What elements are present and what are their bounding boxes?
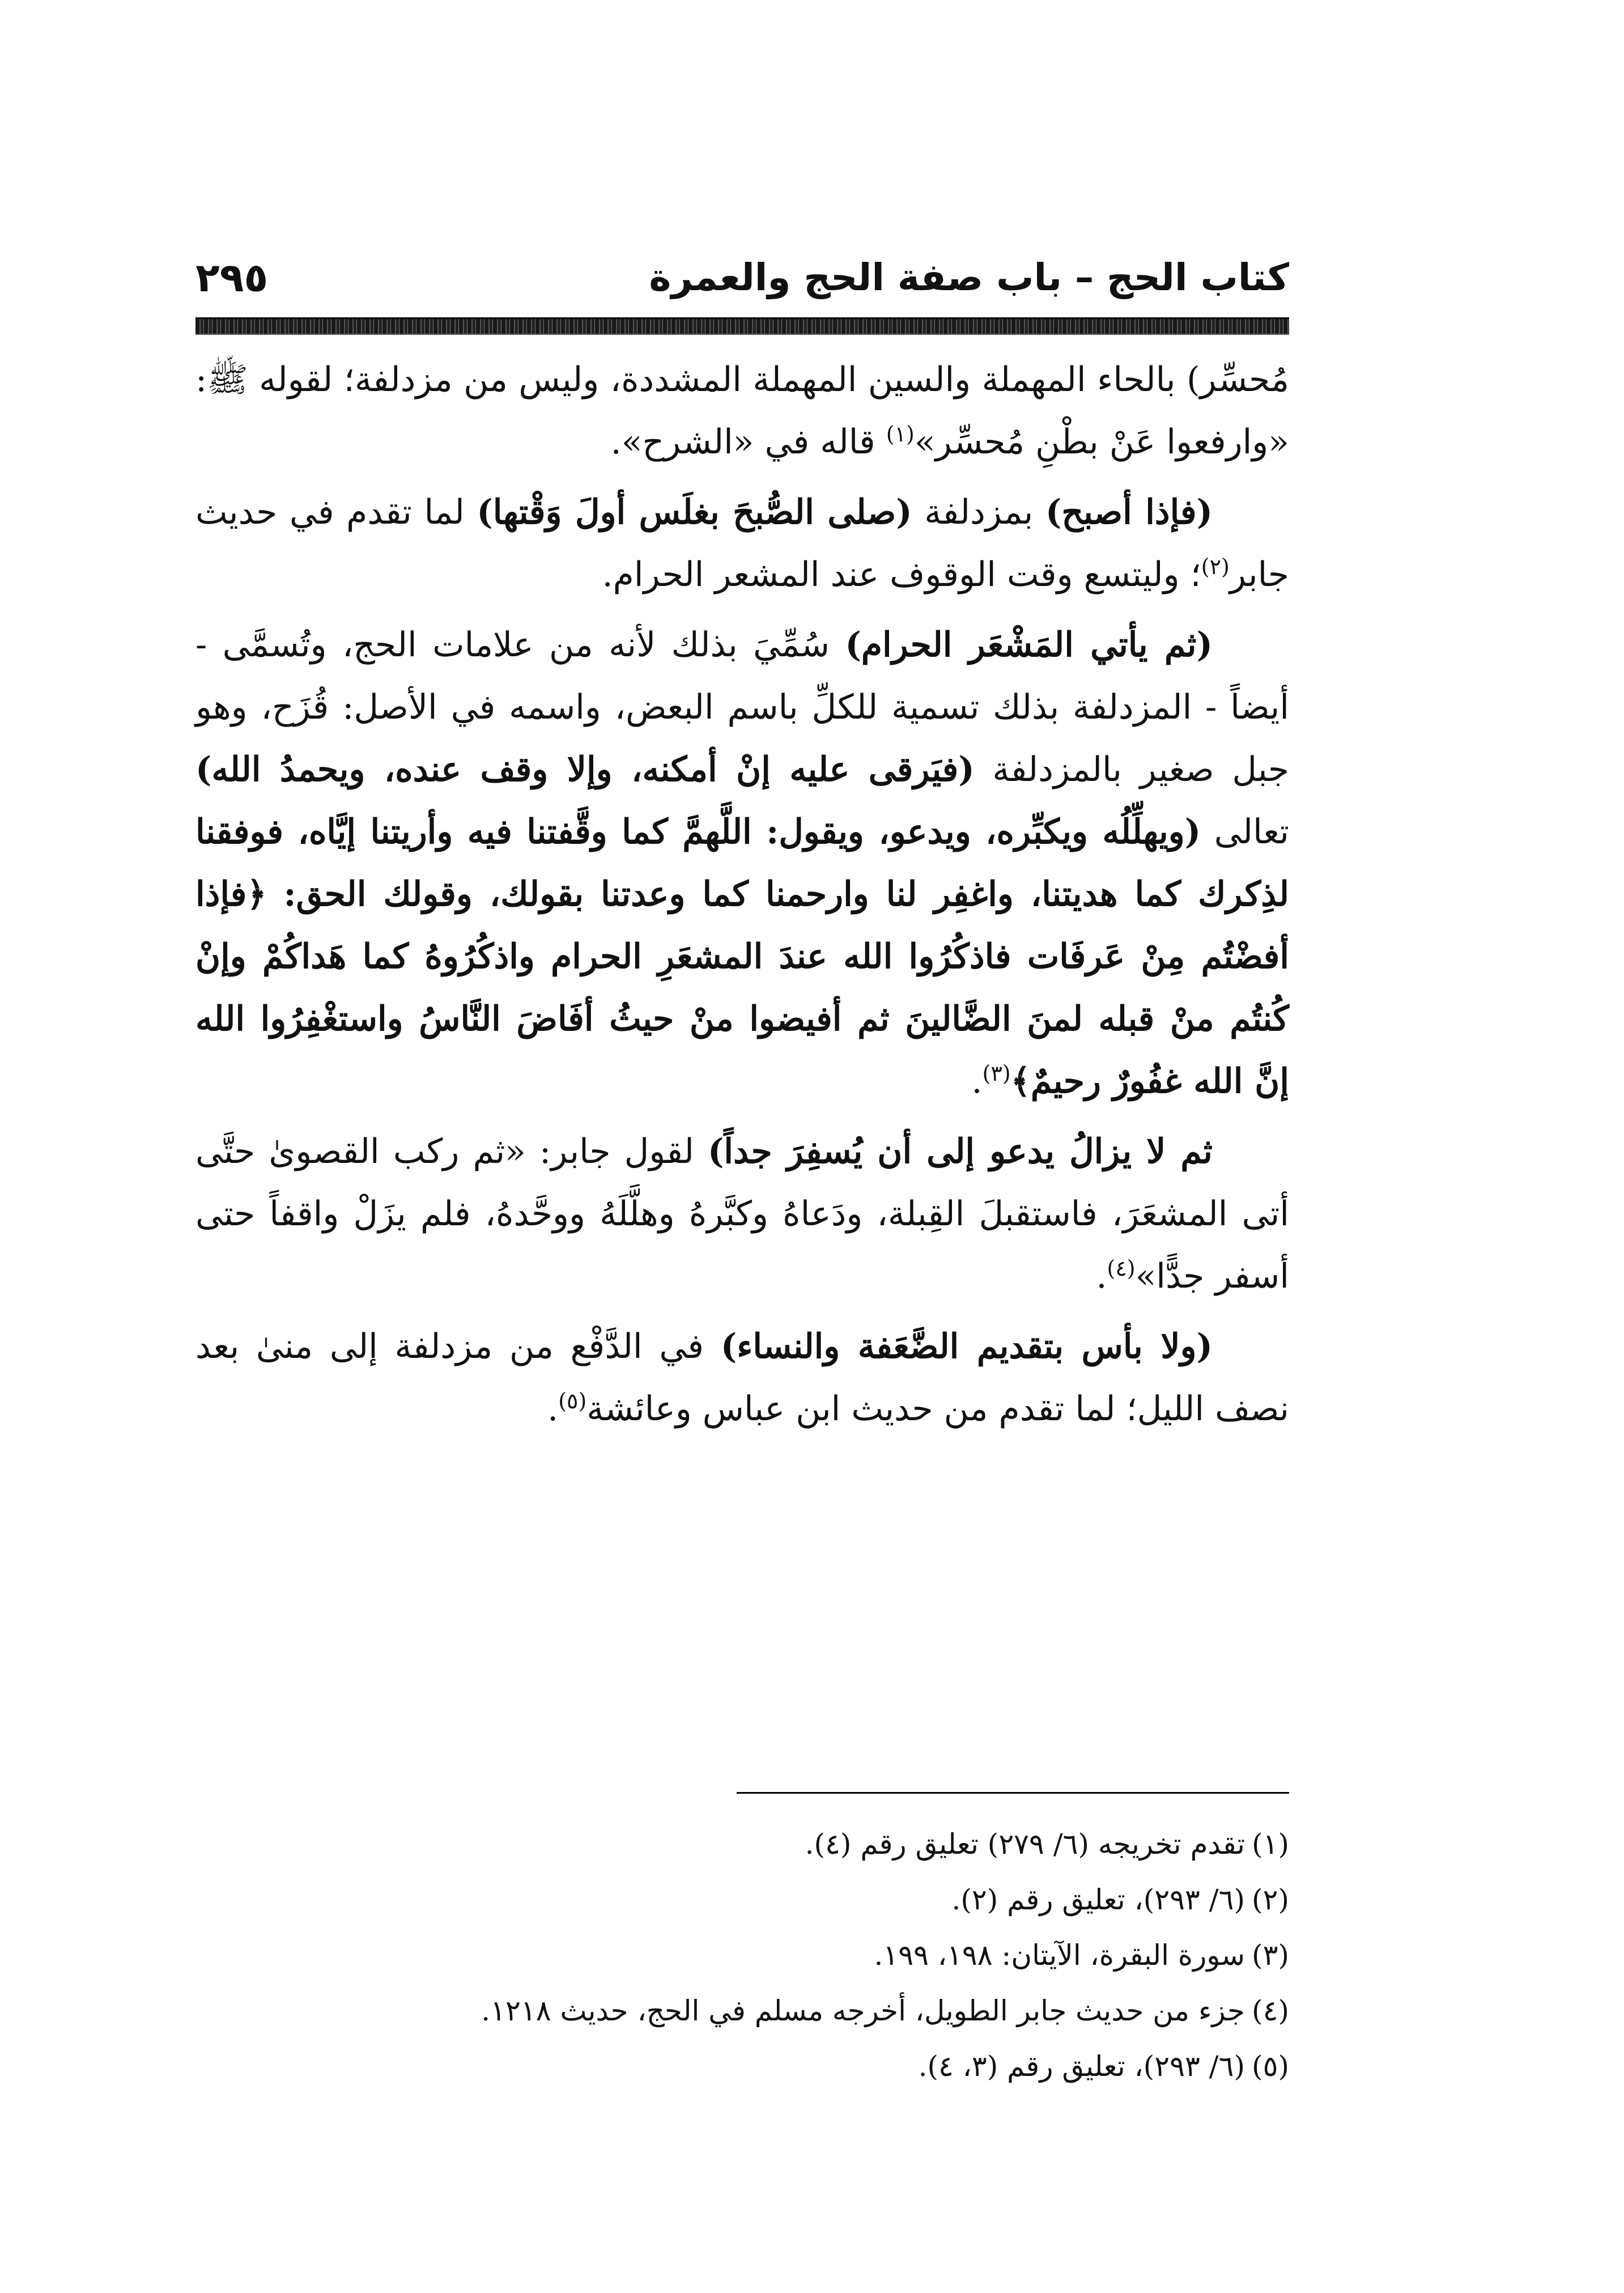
footnote-number: (١) xyxy=(1252,1828,1289,1861)
commentary-text: ؛ وليتسع وقت الوقوف عند المشعر الحرام. xyxy=(602,555,1201,595)
commentary-text: . xyxy=(971,1061,983,1101)
page-header xyxy=(195,249,1289,306)
footnotes xyxy=(195,1816,1289,2094)
matn-text: (فإذا أصبح) xyxy=(1045,492,1213,532)
commentary-text: مُحسِّر) بالحاء المهملة والسين المهملة المشددة، وليس من مزدلفة؛ لقوله ﷺ: «وارفعوا عَنْ بطْنِ مُحسِّر» xyxy=(195,360,1289,462)
footnote-reference: (٣) xyxy=(982,1061,1011,1086)
footnote-text: (٦/ ٢٩٣)، تعليق رقم (٢). xyxy=(951,1883,1245,1916)
matn-text: (صلى الصُّبحَ بغلَس أولَ وَقْتها) xyxy=(477,492,912,532)
commentary-text: لما تقدم في حديث جابر xyxy=(195,492,1289,595)
footnote-number: (٥) xyxy=(1252,2050,1289,2083)
paragraph xyxy=(195,1315,1289,1440)
header-rule xyxy=(195,317,1289,335)
commentary-text: لقول جابر: «ثم ركب القصوىٰ حتَّى أتى المشعَرَ، فاستقبلَ القِبلة، ودَعاهُ وكبَّرهُ وهلَّلَهُ ووحَّدهُ، فلم يزَلْ واقفاً حتى أسفر جدًّا» xyxy=(195,1132,1289,1296)
matn-text: ثم لا يزالُ يدعو إلى أن يُسفِرَ جداً) xyxy=(708,1132,1213,1171)
matn-text: (ويهلِّلُه ويكبِّره، ويدعو، ويقول: اللَّهمَّ كما وقَّفتنا فيه وأريتنا إيَّاه، فوفقنا لذِكرك كما هديتنا، واغفِر لنا وارحمنا كما وعدتنا بقولك، وقولك الحق: ﴿فإذا أفضْتُم مِنْ عَرفَات فاذكُرُوا الله عندَ المشعَرِ الحرام واذكُرُوهُ كما هَداكُمْ وإنْ كُنتُم منْ قبله لمنَ الضَّالينَ ثم أفيضوا منْ حيثُ أفَاضَ النَّاسُ واستغْفِرُوا الله إنَّ الله غفُورٌ رحيمٌ﴾ xyxy=(195,812,1289,1101)
matn-text: (فيَرقى عليه إنْ أمكنه، وإلا وقف عنده، ويحمدُ الله) xyxy=(195,750,975,789)
footnote-reference: (٢) xyxy=(1201,554,1230,579)
commentary-text: في الدَّفْع من مزدلفة إلى منىٰ بعد نصف الليل؛ لما تقدم من حديث ابن عباس وعائشة xyxy=(195,1327,1289,1429)
footnote-text: سورة البقرة، الآيتان: ١٩٨، ١٩٩. xyxy=(874,1939,1245,1972)
footnote xyxy=(195,1872,1289,1927)
footnote xyxy=(195,1927,1289,1983)
footnote-reference: (٤) xyxy=(1107,1256,1136,1281)
commentary-text: . xyxy=(547,1389,559,1429)
paragraph xyxy=(195,349,1289,473)
footnote-number: (٣) xyxy=(1252,1939,1289,1972)
footnote-separator xyxy=(737,1792,1289,1794)
footnote xyxy=(195,2039,1289,2094)
body-text xyxy=(195,349,1289,1448)
footnote xyxy=(195,1816,1289,1872)
footnote-number: (٤) xyxy=(1252,1994,1289,2027)
footnote-reference: (٥) xyxy=(558,1388,587,1413)
commentary-text: . xyxy=(1096,1256,1107,1296)
commentary-text: قاله في «الشرح». xyxy=(610,422,886,462)
footnote-number: (٢) xyxy=(1252,1883,1289,1916)
page-number: ٢٩٥ xyxy=(195,254,269,301)
commentary-text: سُمِّيَ بذلك لأنه من علامات الحج، وتُسمَّى - أيضاً - المزدلفة بذلك تسمية للكلِّ باسم البعض، واسمه في الأصل: قُزَح، وهو جبل صغير بالمزدلفة xyxy=(195,625,1290,789)
matn-text: (ولا بأس بتقديم الضَّعَفة والنساء) xyxy=(720,1327,1213,1366)
running-title: كتاب الحج – باب صفة الحج والعمرة xyxy=(649,256,1289,299)
paragraph xyxy=(195,1120,1289,1307)
footnote-text: (٦/ ٢٩٣)، تعليق رقم (٣، ٤). xyxy=(918,2050,1245,2083)
footnote-text: تقدم تخريجه (٦/ ٢٧٩) تعليق رقم (٤). xyxy=(805,1828,1245,1861)
commentary-text: بمزدلفة xyxy=(912,492,1045,532)
footnote-reference: (١) xyxy=(886,422,915,447)
commentary-text: تعالى xyxy=(1201,812,1289,852)
matn-text: (ثم يأتي المَشْعَر الحرام) xyxy=(845,625,1213,665)
paragraph xyxy=(195,481,1289,606)
footnote-text: جزء من حديث جابر الطويل، أخرجه مسلم في الحج، حديث ١٢١٨. xyxy=(481,1994,1245,2027)
footnote xyxy=(195,1983,1289,2039)
paragraph xyxy=(195,614,1289,1112)
